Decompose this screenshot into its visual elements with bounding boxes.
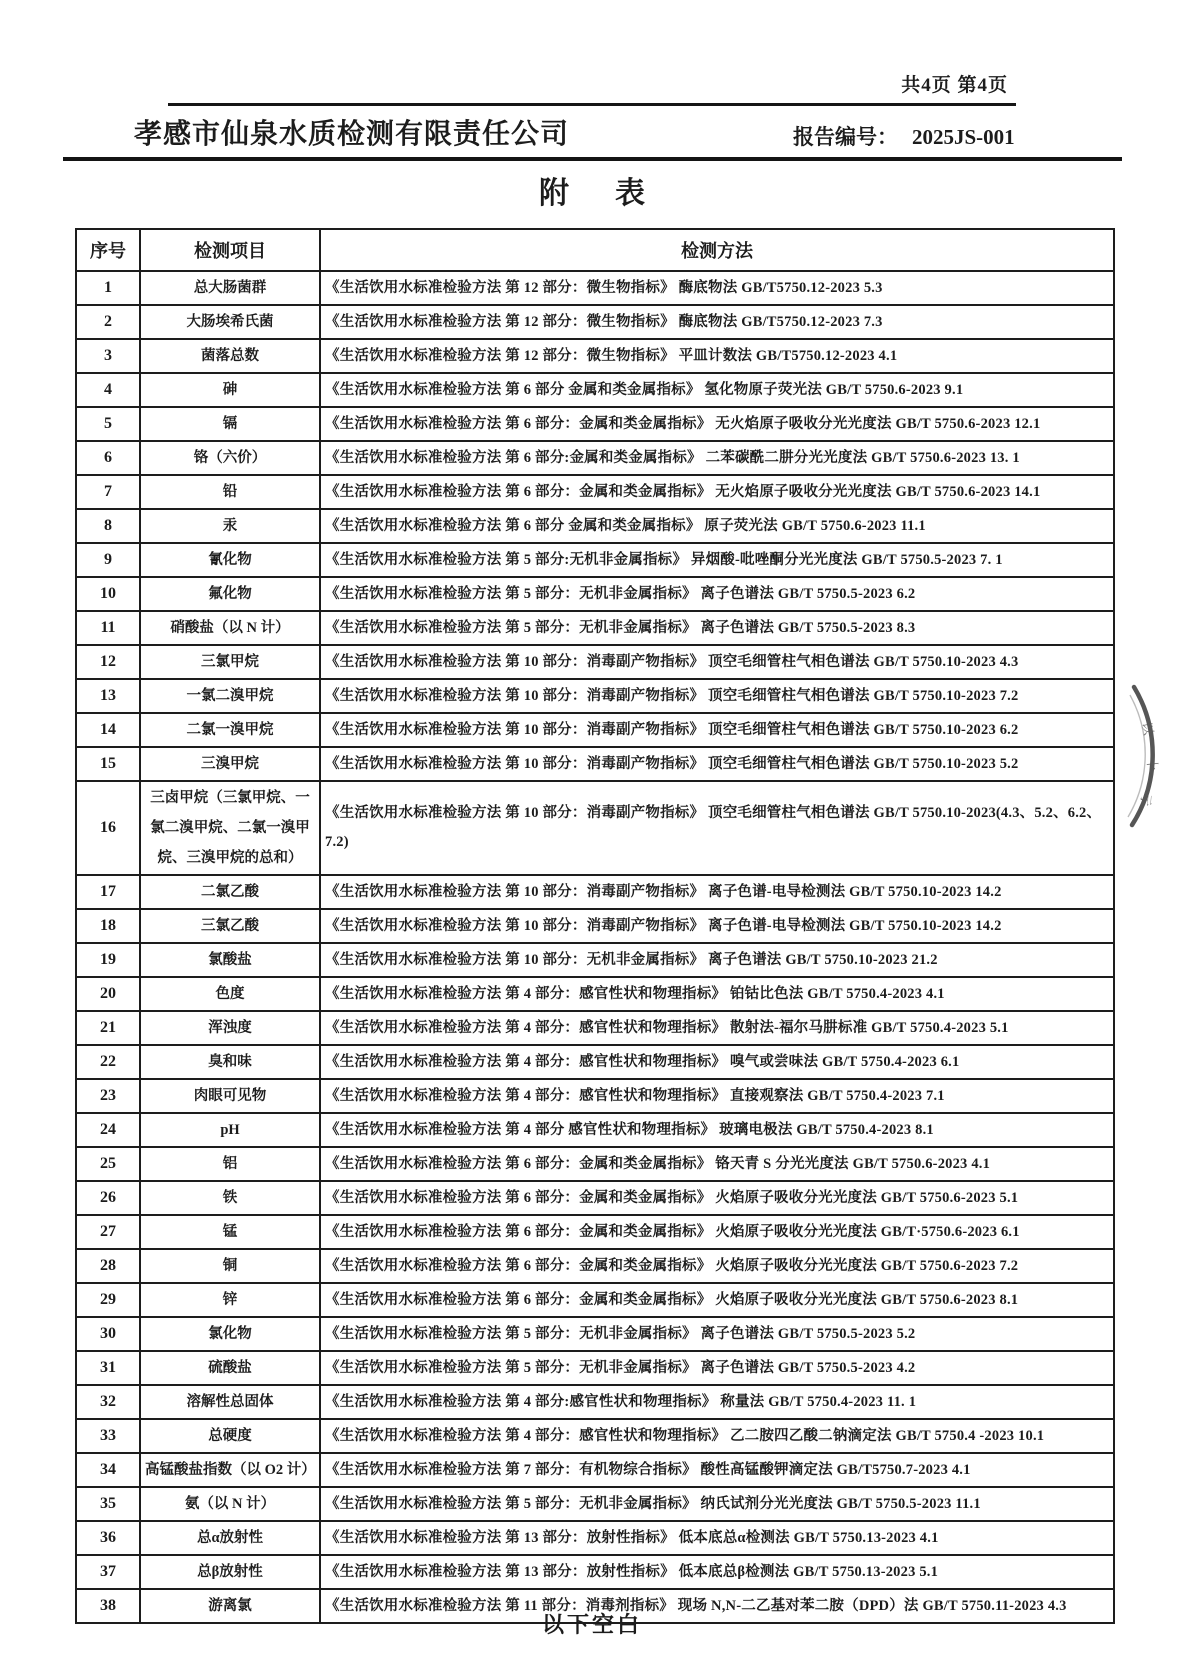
table-row [76,1419,1114,1453]
table-body [76,271,1114,1623]
row-test-method: 《生活饮用水标准检验方法 第 4 部分：感官性状和物理指标》 嗅气或尝味法 GB/T 5750.4-2023 6.1 [320,1045,1114,1079]
table-header-row [76,229,1114,271]
row-test-method: 《生活饮用水标准检验方法 第 5 部分：无机非金属指标》 纳氏试剂分光光度法 GB/T 5750.5-2023 11.1 [320,1487,1114,1521]
row-number: 14 [76,713,140,747]
appendix-title-char-1: 附 [539,177,569,210]
row-test-method: 《生活饮用水标准检验方法 第 10 部分：消毒副产物指标》 顶空毛细管柱气相色谱法 GB/T 5750.10-2023 6.2 [320,713,1114,747]
table-row [76,305,1114,339]
table-row [76,611,1114,645]
row-number: 27 [76,1215,140,1249]
row-number: 32 [76,1385,140,1419]
row-test-item: 二氯一溴甲烷 [140,713,320,747]
row-number: 13 [76,679,140,713]
row-test-method: 《生活饮用水标准检验方法 第 6 部分：金属和类金属指标》 火焰原子吸收分光光度法 GB/T 5750.6-2023 7.2 [320,1249,1114,1283]
stamp-glyph: 十 [1144,756,1161,772]
row-number: 3 [76,339,140,373]
row-test-method: 《生活饮用水标准检验方法 第 12 部分：微生物指标》 酶底物法 GB/T5750.12-2023 5.3 [320,271,1114,305]
row-test-method: 《生活饮用水标准检验方法 第 5 部分：无机非金属指标》 离子色谱法 GB/T 5750.5-2023 6.2 [320,577,1114,611]
row-test-method: 《生活饮用水标准检验方法 第 5 部分：无机非金属指标》 离子色谱法 GB/T 5750.5-2023 8.3 [320,611,1114,645]
row-number: 33 [76,1419,140,1453]
row-number: 28 [76,1249,140,1283]
company-name: 孝感市仙泉水质检测有限责任公司 [134,118,570,149]
row-test-method: 《生活饮用水标准检验方法 第 6 部分：金属和类金属指标》 火焰原子吸收分光光度法 GB/T·5750.6-2023 6.1 [320,1215,1114,1249]
table-row [76,407,1114,441]
row-number: 23 [76,1079,140,1113]
row-test-item: pH [140,1113,320,1147]
row-number: 4 [76,373,140,407]
report-number [793,121,1015,151]
table-row [76,1147,1114,1181]
row-number: 26 [76,1181,140,1215]
row-number: 30 [76,1317,140,1351]
row-number: 22 [76,1045,140,1079]
row-test-method: 《生活饮用水标准检验方法 第 12 部分：微生物指标》 酶底物法 GB/T5750.12-2023 7.3 [320,305,1114,339]
row-test-item: 溶解性总固体 [140,1385,320,1419]
row-test-item: 三氯乙酸 [140,909,320,943]
row-test-method: 《生活饮用水标准检验方法 第 13 部分：放射性指标》 低本底总α检测法 GB/T 5750.13-2023 4.1 [320,1521,1114,1555]
row-test-item: 氯化物 [140,1317,320,1351]
row-number: 9 [76,543,140,577]
row-test-item: 总β放射性 [140,1555,320,1589]
table-row [76,1555,1114,1589]
appendix-title-char-2: 表 [615,177,645,210]
row-test-item: 肉眼可见物 [140,1079,320,1113]
table-row [76,909,1114,943]
row-test-method: 《生活饮用水标准检验方法 第 4 部分:感官性状和物理指标》 称量法 GB/T 5750.4-2023 11. 1 [320,1385,1114,1419]
row-number: 24 [76,1113,140,1147]
table-row [76,875,1114,909]
stamp-glyph: 以 [1139,720,1157,737]
row-test-method: 《生活饮用水标准检验方法 第 6 部分 金属和类金属指标》 原子荧光法 GB/T 5750.6-2023 11.1 [320,509,1114,543]
row-number: 10 [76,577,140,611]
row-test-method: 《生活饮用水标准检验方法 第 6 部分：金属和类金属指标》 无火焰原子吸收分光光度法 GB/T 5750.6-2023 14.1 [320,475,1114,509]
row-test-item: 铝 [140,1147,320,1181]
row-test-method: 《生活饮用水标准检验方法 第 10 部分：无机非金属指标》 离子色谱法 GB/T 5750.10-2023 21.2 [320,943,1114,977]
row-test-method: 《生活饮用水标准检验方法 第 6 部分：金属和类金属指标》 无火焰原子吸收分光光度法 GB/T 5750.6-2023 12.1 [320,407,1114,441]
row-test-item: 硫酸盐 [140,1351,320,1385]
row-test-method: 《生活饮用水标准检验方法 第 4 部分：感官性状和物理指标》 铂钴比色法 GB/T 5750.4-2023 4.1 [320,977,1114,1011]
table-row [76,943,1114,977]
row-test-item: 氟化物 [140,577,320,611]
stamp-arc [1132,687,1153,825]
row-number: 16 [76,781,140,875]
row-number: 37 [76,1555,140,1589]
table-row [76,1181,1114,1215]
row-test-item: 氨（以 N 计） [140,1487,320,1521]
table-row [76,1079,1114,1113]
row-test-item: 总硬度 [140,1419,320,1453]
row-number: 21 [76,1011,140,1045]
row-test-item: 铁 [140,1181,320,1215]
row-number: 34 [76,1453,140,1487]
table-row [76,475,1114,509]
table-row [76,1249,1114,1283]
row-number: 38 [76,1589,140,1623]
row-test-method: 《生活饮用水标准检验方法 第 6 部分 金属和类金属指标》 氢化物原子荧光法 GB/T 5750.6-2023 9.1 [320,373,1114,407]
row-test-item: 镉 [140,407,320,441]
row-number: 36 [76,1521,140,1555]
row-number: 25 [76,1147,140,1181]
report-number-label: 报告编号： [793,125,898,149]
footer-blank-note: 以下空白 [541,1612,642,1637]
column-header-no: 序号 [76,229,140,271]
row-number: 17 [76,875,140,909]
row-test-item: 大肠埃希氏菌 [140,305,320,339]
page-number: 共4页 第4页 [901,75,1008,96]
row-test-method: 《生活饮用水标准检验方法 第 10 部分：消毒副产物指标》 顶空毛细管柱气相色谱法 GB/T 5750.10-2023(4.3、5.2、6.2、7.2) [320,781,1114,875]
table-row [76,373,1114,407]
row-test-item: 二氯乙酸 [140,875,320,909]
row-test-item: 锌 [140,1283,320,1317]
table-row [76,1385,1114,1419]
table-row [76,1487,1114,1521]
row-number: 18 [76,909,140,943]
column-header-method: 检测方法 [320,229,1114,271]
row-test-method: 《生活饮用水标准检验方法 第 4 部分：感官性状和物理指标》 直接观察法 GB/T 5750.4-2023 7.1 [320,1079,1114,1113]
row-test-item: 三溴甲烷 [140,747,320,781]
row-test-item: 三氯甲烷 [140,645,320,679]
row-test-method: 《生活饮用水标准检验方法 第 5 部分：无机非金属指标》 离子色谱法 GB/T 5750.5-2023 5.2 [320,1317,1114,1351]
row-test-item: 菌落总数 [140,339,320,373]
table-row [76,271,1114,305]
row-test-item: 浑浊度 [140,1011,320,1045]
table-row [76,1011,1114,1045]
row-number: 6 [76,441,140,475]
row-test-method: 《生活饮用水标准检验方法 第 10 部分：消毒副产物指标》 离子色谱-电导检测法 GB/T 5750.10-2023 14.2 [320,875,1114,909]
row-number: 5 [76,407,140,441]
table-row [76,1215,1114,1249]
table-row [76,747,1114,781]
row-test-method: 《生活饮用水标准检验方法 第 10 部分：消毒副产物指标》 顶空毛细管柱气相色谱法 GB/T 5750.10-2023 4.3 [320,645,1114,679]
row-test-item: 臭和味 [140,1045,320,1079]
row-test-method: 《生活饮用水标准检验方法 第 6 部分：金属和类金属指标》 火焰原子吸收分光光度法 GB/T 5750.6-2023 5.1 [320,1181,1114,1215]
table-row [76,679,1114,713]
row-number: 12 [76,645,140,679]
row-test-method: 《生活饮用水标准检验方法 第 6 部分：金属和类金属指标》 火焰原子吸收分光光度法 GB/T 5750.6-2023 8.1 [320,1283,1114,1317]
table-row [76,1453,1114,1487]
table-row [76,1045,1114,1079]
row-test-item: 铅 [140,475,320,509]
row-number: 1 [76,271,140,305]
table-row [76,1283,1114,1317]
table-row [76,977,1114,1011]
header-top-rule [168,103,1016,106]
table-row [76,1351,1114,1385]
row-test-method: 《生活饮用水标准检验方法 第 5 部分：无机非金属指标》 离子色谱法 GB/T 5750.5-2023 4.2 [320,1351,1114,1385]
row-number: 11 [76,611,140,645]
row-number: 31 [76,1351,140,1385]
table-row [76,543,1114,577]
row-test-method: 《生活饮用水标准检验方法 第 6 部分:金属和类金属指标》 二苯碳酰二肼分光光度法 GB/T 5750.6-2023 13. 1 [320,441,1114,475]
row-number: 8 [76,509,140,543]
row-test-item: 锰 [140,1215,320,1249]
report-number-value: 2025JS-001 [912,125,1015,149]
header-divider-rule [63,157,1122,161]
table-row [76,577,1114,611]
test-methods-table [75,228,1115,1624]
row-test-method: 《生活饮用水标准检验方法 第 4 部分：感官性状和物理指标》 散射法-福尔马肼标准 GB/T 5750.4-2023 5.1 [320,1011,1114,1045]
row-test-item: 游离氯 [140,1589,320,1623]
row-test-item: 一氯二溴甲烷 [140,679,320,713]
table-row [76,713,1114,747]
row-number: 35 [76,1487,140,1521]
row-test-item: 砷 [140,373,320,407]
row-test-method: 《生活饮用水标准检验方法 第 11 部分：消毒剂指标》 现场 N,N-二乙基对苯二胺（DPD）法 GB/T 5750.11-2023 4.3 [320,1589,1114,1623]
table-row [76,781,1114,875]
row-test-method: 《生活饮用水标准检验方法 第 10 部分：消毒副产物指标》 顶空毛细管柱气相色谱法 GB/T 5750.10-2023 7.2 [320,679,1114,713]
row-test-item: 硝酸盐（以 N 计） [140,611,320,645]
table-row [76,1521,1114,1555]
row-test-item: 氰化物 [140,543,320,577]
table-row [76,1113,1114,1147]
appendix-title [0,168,1184,212]
row-test-item: 铜 [140,1249,320,1283]
row-test-item: 汞 [140,509,320,543]
row-test-method: 《生活饮用水标准检验方法 第 4 部分 感官性状和物理指标》 玻璃电极法 GB/T 5750.4-2023 8.1 [320,1113,1114,1147]
row-test-method: 《生活饮用水标准检验方法 第 6 部分：金属和类金属指标》 铬天青 S 分光光度法 GB/T 5750.6-2023 4.1 [320,1147,1114,1181]
row-test-method: 《生活饮用水标准检验方法 第 4 部分：感官性状和物理指标》 乙二胺四乙酸二钠滴定法 GB/T 5750.4 -2023 10.1 [320,1419,1114,1453]
row-number: 7 [76,475,140,509]
row-number: 19 [76,943,140,977]
row-test-item: 色度 [140,977,320,1011]
stamp-arc-inner [1128,695,1145,817]
column-header-item: 检测项目 [140,229,320,271]
row-test-item: 总大肠菌群 [140,271,320,305]
row-test-method: 《生活饮用水标准检验方法 第 12 部分：微生物指标》 平皿计数法 GB/T5750.12-2023 4.1 [320,339,1114,373]
table-row [76,441,1114,475]
row-test-method: 《生活饮用水标准检验方法 第 5 部分:无机非金属指标》 异烟酸-吡唑酮分光光度法 GB/T 5750.5-2023 7. 1 [320,543,1114,577]
table-row [76,339,1114,373]
row-test-method: 《生活饮用水标准检验方法 第 10 部分：消毒副产物指标》 离子色谱-电导检测法 GB/T 5750.10-2023 14.2 [320,909,1114,943]
row-test-item: 氯酸盐 [140,943,320,977]
row-test-item: 高锰酸盐指数（以 O2 计） [140,1453,320,1487]
table-row [76,509,1114,543]
row-test-method: 《生活饮用水标准检验方法 第 7 部分：有机物综合指标》 酸性高锰酸钾滴定法 GB/T5750.7-2023 4.1 [320,1453,1114,1487]
row-test-item: 三卤甲烷（三氯甲烷、一氯二溴甲烷、二氯一溴甲烷、三溴甲烷的总和） [140,781,320,875]
row-test-item: 总α放射性 [140,1521,320,1555]
row-number: 29 [76,1283,140,1317]
row-test-method: 《生活饮用水标准检验方法 第 10 部分：消毒副产物指标》 顶空毛细管柱气相色谱法 GB/T 5750.10-2023 5.2 [320,747,1114,781]
row-number: 15 [76,747,140,781]
row-number: 20 [76,977,140,1011]
row-test-method: 《生活饮用水标准检验方法 第 13 部分：放射性指标》 低本底总β检测法 GB/T 5750.13-2023 5.1 [320,1555,1114,1589]
table-row [76,1317,1114,1351]
row-number: 2 [76,305,140,339]
table-row [76,645,1114,679]
stamp-glyph: 亍 [1137,792,1154,808]
row-test-item: 铬（六价） [140,441,320,475]
